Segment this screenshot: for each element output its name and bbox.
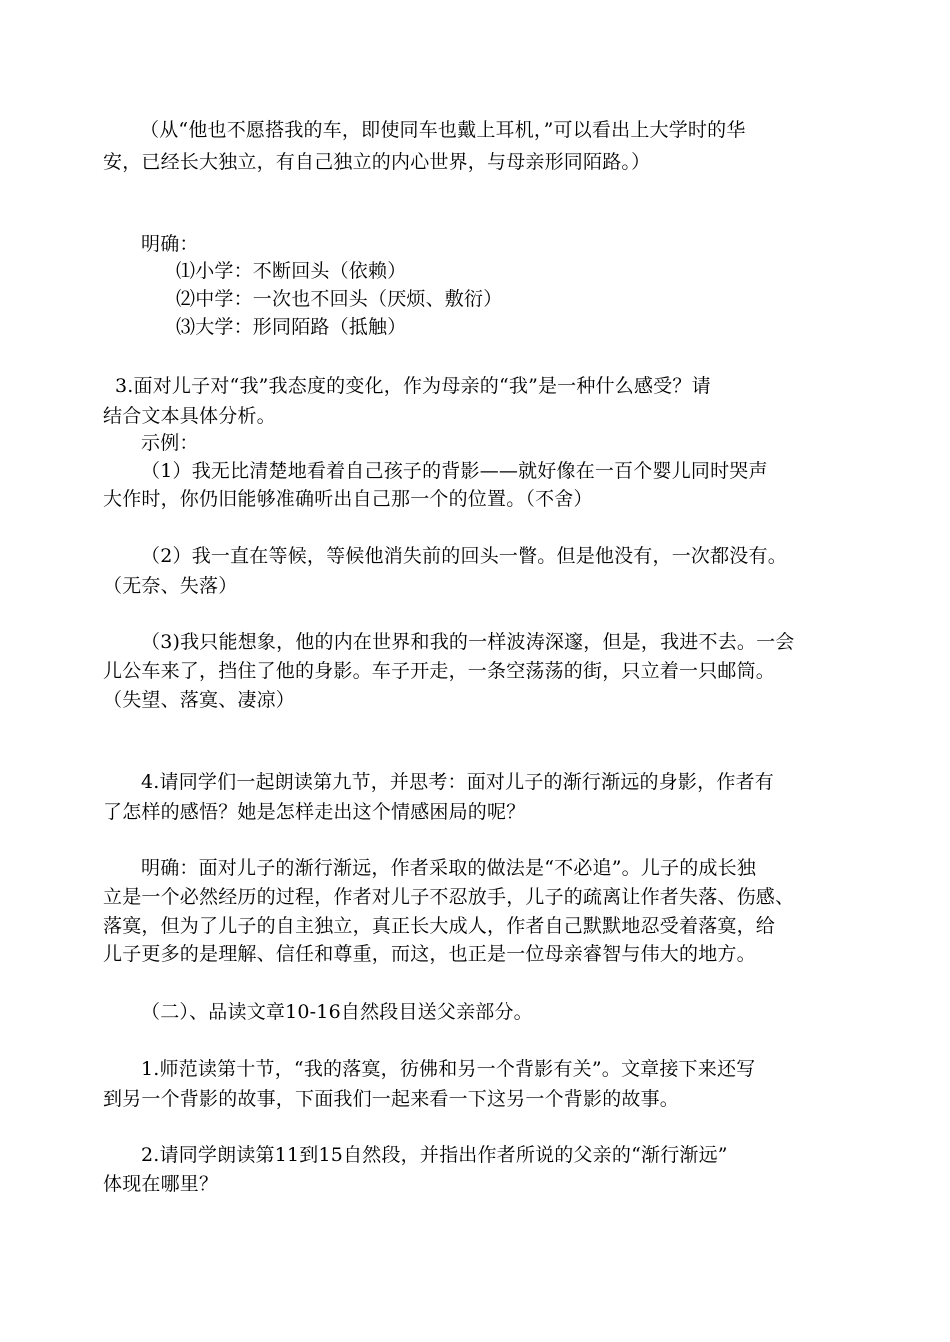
list-item-primary: ⑴小学：不断回头（依赖）: [176, 260, 407, 282]
list-item-university: ⑶大学：形同陌路（抵触）: [176, 316, 407, 338]
example-2-line-2: （无奈、失落）: [103, 575, 238, 597]
example-3-line-3: （失望、落寞、凄凉）: [103, 689, 296, 711]
answer-4-line-1: 明确：面对儿子的渐行渐远，作者采取的做法是“不必追”。儿子的成长独: [141, 857, 757, 879]
answer-4-line-3: 落寞，但为了儿子的自主独立，真正长大成人，作者自己默默地忍受着落寞，给: [103, 915, 776, 937]
example-1-line-1: （1）我无比清楚地看着自己孩子的背影——就好像在一百个婴儿同时哭声: [141, 460, 768, 482]
list-item-middle: ⑵中学：一次也不回头（厌烦、敷衍）: [176, 288, 503, 310]
section-2-question-1-line-1: 1.师范读第十节，“我的落寞，彷佛和另一个背影有关”。文章接下来还写: [141, 1058, 756, 1080]
section-2-question-1-line-2: 到另一个背影的故事，下面我们一起来看一下这另一个背影的故事。: [103, 1088, 680, 1110]
example-3-line-2: 儿公车来了，挡住了他的身影。车子开走，一条空荡荡的街，只立着一只邮筒。: [103, 660, 776, 682]
answer-4-line-2: 立是一个必然经历的过程，作者对儿子不忍放手，儿子的疏离让作者失落、伤感、: [103, 886, 795, 908]
answer-4-line-4: 儿子更多的是理解、信任和尊重，而这，也正是一位母亲睿智与伟大的地方。: [103, 943, 756, 965]
question-3-line-1: 3.面对儿子对“我”我态度的变化，作为母亲的“我”是一种什么感受？请: [115, 375, 711, 397]
question-3-line-2: 结合文本具体分析。: [103, 405, 276, 427]
section-2-question-2-line-2: 体现在哪里？: [103, 1173, 219, 1195]
intro-line-2: 安，已经长大独立，有自己独立的内心世界，与母亲形同陌路。）: [103, 151, 651, 173]
mingque-label: 明确：: [141, 233, 199, 255]
section-2-heading: （二）、品读文章10-16自然段目送父亲部分。: [141, 1001, 533, 1023]
example-label: 示例：: [141, 432, 199, 454]
question-4-line-2: 了怎样的感悟？她是怎样走出这个情感困局的呢？: [103, 801, 526, 823]
example-1-line-2: 大作时，你仍旧能够准确听出自己那一个的位置。（不舍）: [103, 488, 593, 510]
intro-line-1: （从“他也不愿搭我的车，即使同车也戴上耳机，”可以看出上大学时的华: [140, 119, 746, 141]
section-2-question-2-line-1: 2.请同学朗读第11到15自然段，并指出作者所说的父亲的“渐行渐远”: [141, 1144, 728, 1166]
example-3-line-1: （3)我只能想象，他的内在世界和我的一样波涛深邃，但是，我进不去。一会: [141, 631, 795, 653]
question-4-line-1: 4.请同学们一起朗读第九节，并思考：面对儿子的渐行渐远的身影，作者有: [141, 771, 774, 793]
example-2-line-1: （2）我一直在等候，等候他消失前的回头一瞥。但是他没有，一次都没有。: [141, 545, 787, 567]
